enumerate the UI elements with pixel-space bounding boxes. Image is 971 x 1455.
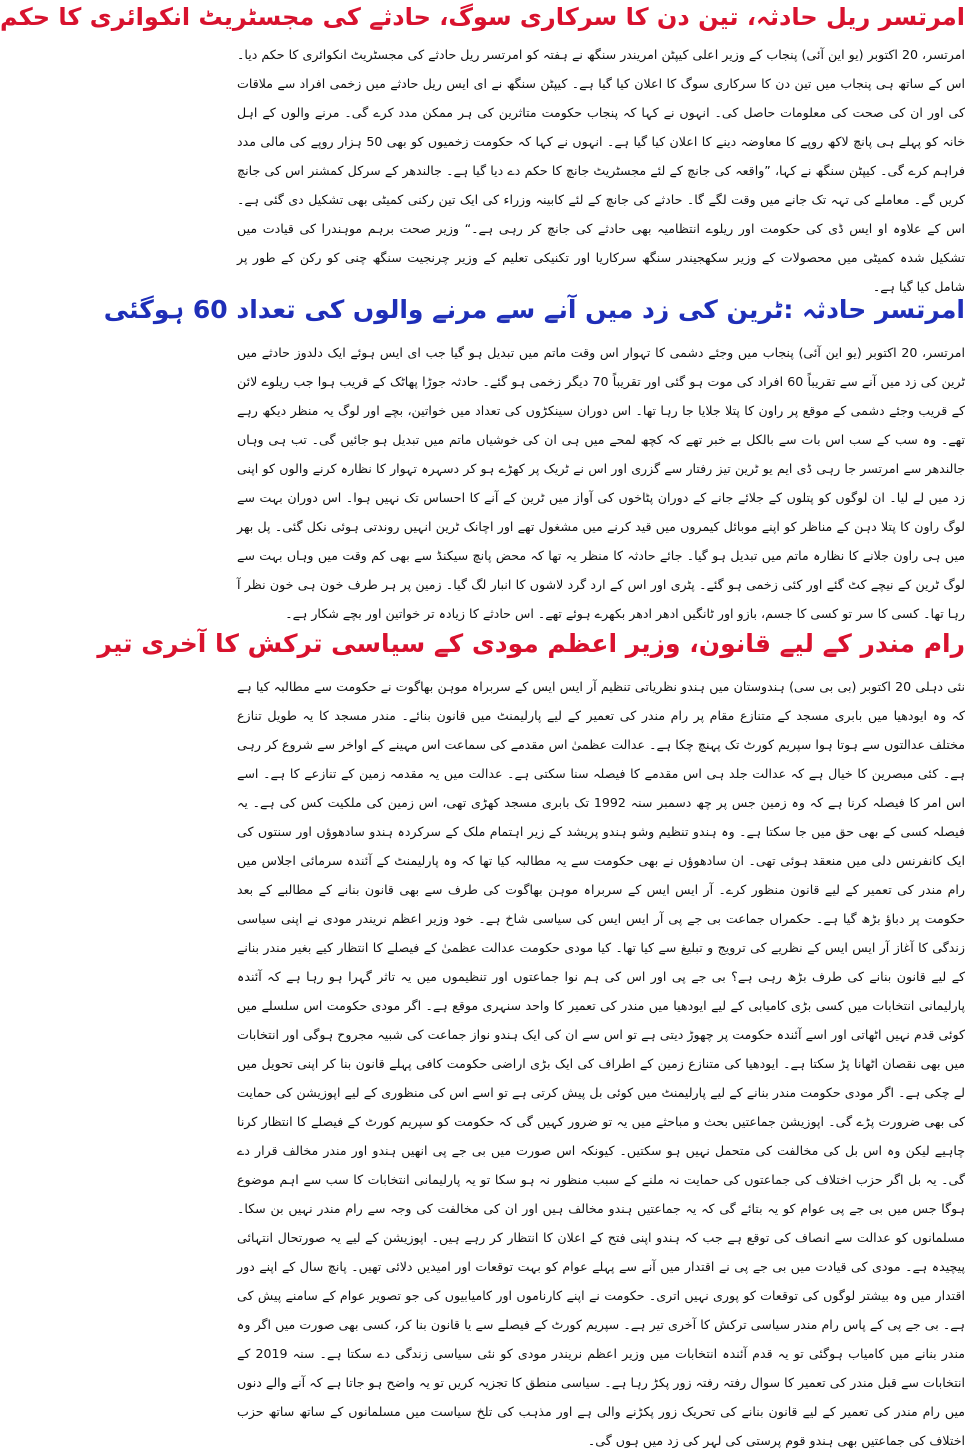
body-ram-mandir: نئی دہلی 20 اکتوبر (بی بی سی) ہندوستان میں ہندو نظریاتی تنظیم آر ایس ایس کے سربراہ موہن بھاگوت نے حکومت سے مطالبہ کیا ہے کہ وہ ایودھیا میں بابری مسجد کے متنازع مقام پر رام مندر کی تعمیر کے لیے پارلیمنٹ میں قانون بنائے۔ مندر مسجد کا یہ طویل تنازع مختلف عدالتوں سے ہوتا ہوا سپریم کورٹ تک پہنچ چکا ہے۔ عدالت عظمیٰ اس مقدمے کی سماعت اس مہینے کے اواخر سے شروع کر رہی ہے۔ کئی مبصرین کا خیال ہے کہ عدالت جلد ہی اس مقدمے کا فیصلہ سنا سکتی ہے۔ عدالت میں یہ مقدمہ زمین کے تنازعے کا ہے۔ اسے اس امر کا فیصلہ کرنا ہے کہ وہ زمین جس پر چھ دسمبر سنہ 1992 تک بابری مسجد کھڑی تھی، اس زمین کی ملکیت کس کی ہے۔ یہ فیصلہ کسی کے بھی حق میں جا سکتا ہے۔ وہ ہندو تنظیم وشو ہندو پریشد کے زیر اہتمام ملک کے سرکردہ ہندو سادھوؤں اور سنتوں کی ایک کانفرنس دلی میں منعقد ہوئی تھی۔ ان سادھوؤں نے بھی حکومت سے یہ مطالبہ کیا تھا کہ وہ پارلیمنٹ کے آئندہ سرمائی اجلاس میں رام مندر کی تعمیر کے لیے قانون منظور کرے۔ آر ایس ایس کے سربراہ موہن بھاگوت کی طرف سے بھی قانون بنانے کے مطالبے کے بعد حکومت پر دباؤ بڑھ گیا ہے۔ حکمراں جماعت بی جے پی آر ایس ایس کی سیاسی شاخ ہے۔ خود وزیر اعظم نریندر مودی نے اپنی سیاسی زندگی کا آغاز آر ایس ایس کے نظریے کی ترویج و تبلیغ سے کیا تھا۔ کیا مودی حکومت عدالت عظمیٰ کے فیصلے کا انتظار کیے بغیر مندر بنانے کے لیے قانون بنانے کی طرف بڑھ رہی ہے؟ بی جے پی اور اس کی ہم نوا جماعتوں اور تنظیموں میں یہ تاثر گہرا ہو رہا ہے کہ آئندہ پارلیمانی انتخابات میں کسی بڑی کامیابی کے لیے ایودھیا میں مندر کی تعمیر کا واحد سنہری موقع ہے۔ اگر مودی حکومت اس سلسلے میں کوئی قدم نہیں اٹھاتی اور اسے آئندہ حکومت پر چھوڑ دیتی ہے تو اس سے ان کی ایک ہندو نواز جماعت کی شبیہ مجروح ہوگی اور انتخابات میں بھی نقصان اٹھانا پڑ سکتا ہے۔ ایودھیا کی متنازع زمین کے اطراف کی ایک بڑی اراضی حکومت کافی پہلے قانون بنا کر اپنی تحویل میں لے چکی ہے۔ اگر مودی حکومت مندر بنانے کے لیے پارلیمنٹ میں کوئی بل پیش کرتی ہے تو اسے اس کی منظوری کے لیے اپوزیشن کی حمایت کی بھی ضرورت پڑے گی۔ اپوزیشن جماعتیں بحث و مباحثے میں یہ تو ضرور کہیں گی کہ حکومت کو سپریم کورٹ کے فیصلے کا انتظار کرنا چاہیے لیکن وہ اس بل کی مخالفت کی متحمل نہیں ہو سکتیں۔ کیونکہ اس صورت میں بی جے پی انھیں ہندو اور مندر مخالف قرار دے گی۔ یہ بل اگر حزب اختلاف کی جماعتوں کی حمایت نہ ملنے کے سبب منظور نہ ہو سکا تو یہ پارلیمانی انتخابات کا سب سے اہم موضوع ہوگا جس میں بی جے پی عوام کو یہ بتائے گی کہ یہ جماعتیں ہندو مخالف ہیں اور ان کی مخالفت کی وجہ سے رام مندر نہیں بن سکا۔ مسلمانوں کو عدالت سے انصاف کی توقع ہے جب کہ ہندو اپنی فتح کے اعلان کا انتظار کر رہے ہیں۔ اپوزیشن کے لیے یہ صورتحال انتہائی پیچیدہ ہے۔ مودی کی قیادت میں بی جے پی نے اقتدار میں آنے سے پہلے عوام کو بہت توقعات اور امیدیں دلائی تھیں۔ پانچ سال کے اپنے دور اقتدار میں وہ بیشتر لوگوں کی توقعات کو پوری نہیں اتری۔ حکومت نے اپنے کارناموں اور کامیابیوں کی جو تصویر عوام کے سامنے پیش کی ہے۔ بی جے پی کے پاس رام مندر سیاسی ترکش کا آخری تیر ہے۔ سپریم کورٹ کے فیصلے سے یا قانون بنا کر، کسی بھی صورت میں اگر وہ مندر بنانے میں کامیاب ہوگئی تو یہ قدم آئندہ انتخابات میں وزیر اعظم نریندر مودی کو نئی سیاسی زندگی دے سکتا ہے۔ سنہ 2019 کے انتخابات سے قبل مندر کی تعمیر کا سوال رفتہ رفتہ زور پکڑ رہا ہے۔ سیاسی منطق کا تجزیہ کریں تو یہ واضح ہو جاتا ہے کہ آنے والے دنوں میں رام مندر کی تعمیر کے لیے قانون بنانے کی تحریک زور پکڑنے والی ہے اور مذہب کی تلخ سیاست میں مسلمانوں کے ساتھ ساتھ حزب اختلاف کی جماعتیں بھی ہندو قوم پرستی کی لہر کی زد میں ہوں گی۔ <box>237 679 965 1448</box>
body-amritsar-death-toll: امرتسر، 20 اکتوبر (یو این آئی) پنجاب میں وجئے دشمی کا تہوار اس وقت ماتم میں تبدیل ہو گیا جب ای ایس ہوئے ایک دلدوز حادثے میں ٹرین کی زد میں آنے سے تقریباً 60 افراد کی موت ہو گئی اور تقریباً 70 دیگر زخمی ہو گئے۔ حادثہ جوڑا پھاٹک کے قریب ہوا جب ریلوے لائن کے قریب وجئے دشمی کے موقع پر راون کا پتلا جلایا جا رہا تھا۔ اس دوران سینکڑوں کی تعداد میں خواتین، بچے اور لوگ یہ منظر دیکھ رہے تھے۔ وہ سب کے سب اس بات سے بالکل بے خبر تھے کہ کچھ لمحے میں ہی ان کی خوشیاں ماتم میں تبدیل ہو جائیں گی۔ تب ہی وہاں جالندھر سے امرتسر جا رہی ڈی ایم یو ٹرین تیز رفتار سے گزری اور اس نے ٹریک پر کھڑے ہو کر دسہرہ تہوار کا نظارہ کرنے والوں کو اپنی زد میں لے لیا۔ ان لوگوں کو پتلوں کے جلائے جانے کے دوران پٹاخوں کی آواز میں ٹرین کے آنے کا احساس تک نہیں ہوا۔ اس دوران بہت سے لوگ راون کا پتلا دہن کے مناظر کو اپنے موبائل کیمروں میں قید کرنے میں مشغول تھے اور اچانک ٹرین انہیں روندتی ہوئی نکل گئی۔ پل بھر میں ہی راون جلانے کا نظارہ ماتم میں تبدیل ہو گیا۔ جائے حادثہ کا منظر یہ تھا کہ محض پانچ سیکنڈ سے بھی کم وقت میں وہاں بہت سے لوگ ٹرین کے نیچے کٹ گئے اور کئی زخمی ہو گئے۔ پٹری اور اس کے ارد گرد لاشوں کا انبار لگ گیا۔ زمین پر ہر طرف خون ہی خون نظر آ رہا تھا۔ کسی کا سر تو کسی کا جسم، بازو اور ٹانگیں ادھر ادھر بکھرے ہوئے تھے۔ اس حادثے کا زیادہ تر خواتین اور بچے شکار ہے۔ <box>237 345 966 621</box>
article-amritsar-inquiry <box>0 0 966 294</box>
headline-ram-mandir: رام مندر کے لیے قانون، وزیر اعظم مودی کے سیاسی ترکش کا آخری تیر <box>97 629 965 658</box>
headline-amritsar-death-toll: امرتسر حادثہ :ٹرین کی زد میں آنے سے مرنے والوں کی تعداد 60 ہوگئی <box>103 295 965 324</box>
headline-amritsar-inquiry: امرتسر ریل حادثہ، تین دن کا سرکاری سوگ، حادثے کی مجسٹریٹ انکوائری کا حکم <box>0 3 965 31</box>
article-amritsar-death-toll <box>103 288 966 621</box>
body-amritsar-inquiry: امرتسر، 20 اکتوبر (یو این آئی) پنجاب کے وزیر اعلی کیپٹن امریندر سنگھ نے ہفتہ کو امرتسر ریل حادثے کی مجسٹریٹ انکوائری کا حکم دیا۔ اس کے ساتھ ہی پنجاب میں تین دن کا سرکاری سوگ کا اعلان کیا گیا ہے۔ کیپٹن سنگھ نے ای ایس ریل حادثے میں زخمی افراد سے ملاقات کی اور ان کی صحت کی معلومات حاصل کی۔ انہوں نے کہا کہ پنجاب حکومت متاثرین کی ہر ممکن مدد کرے گی۔ مرنے والوں کے اہل خانہ کو پہلے ہی پانچ لاکھ روپے کا معاوضہ دینے کا اعلان کیا گیا ہے۔ انہوں نے کہا کہ حکومت زخمیوں کو بھی 50 ہزار روپے کی مالی مدد فراہم کرے گی۔ کیپٹن سنگھ نے کہا، ”واقعہ کی جانچ کے لئے مجسٹریٹ جانچ کا حکم دے دیا گیا ہے۔ جالندھر کے سرکل کمشنر اس کی جانچ کریں گے۔ معاملے کی تہہ تک جانے میں وقت لگے گا۔ حادثے کی جانچ کے لئے کابینہ وزراء کی ایک تین رکنی کمیٹی بھی تشکیل دی گئی ہے۔ اس کے علاوہ او ایس ڈی کی حکومت اور ریلوے انتظامیہ بھی حادثے کی جانچ کر رہی ہے۔“ وزیر صحت برہم موہندرا کی قیادت میں تشکیل شدہ کمیٹی میں محصولات کے وزیر سکھجیندر سنگھ سرکاریا اور تکنیکی تعلیم کے وزیر چرنجیت سنگھ چنی کو رکن کے طور پر شامل کیا گیا ہے۔ <box>237 47 966 294</box>
article-ram-mandir <box>97 620 965 1448</box>
